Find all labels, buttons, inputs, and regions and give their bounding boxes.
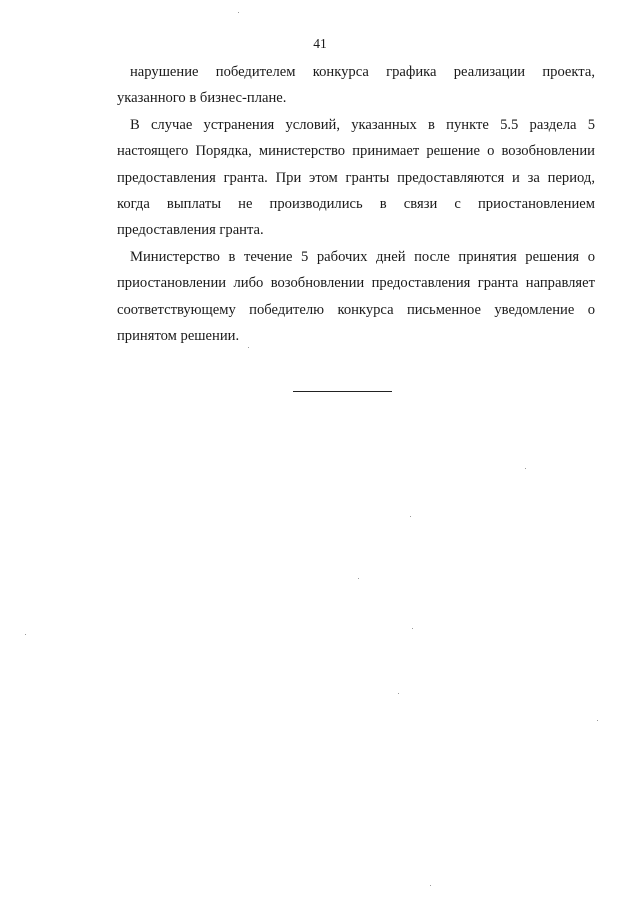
paragraph-continuation: нарушение победителем конкурса графика реализации проекта, указанного в бизнес-плане. <box>117 64 595 107</box>
document-body <box>117 59 595 349</box>
scan-speck <box>410 516 411 517</box>
scan-speck <box>525 468 526 469</box>
paragraph-grant-resumption: В случае устранения условий, указанных в пункте 5.5 раздела 5 настоящего Порядка, министерство принимает решение о возобновлении предоставления гранта. При этом гранты предоставляются и за период, когда выплаты не производились в связи с приостановлением предоставления гранта. <box>117 116 595 239</box>
page-number: 41 <box>313 36 327 51</box>
scan-speck <box>597 720 598 721</box>
scan-speck <box>412 628 413 629</box>
scan-speck <box>248 347 249 348</box>
paragraph-notification: Министерство в течение 5 рабочих дней после принятия решения о приостановлении либо возобновлении предоставления гранта направляет соответствующему победителю конкурса письменное уведомление о принятом решении. <box>117 248 595 345</box>
scan-speck <box>398 693 399 694</box>
end-of-text-rule <box>293 391 392 392</box>
scan-speck <box>25 634 26 635</box>
scan-speck <box>430 885 431 886</box>
scan-speck <box>238 12 239 13</box>
scan-speck <box>358 578 359 579</box>
